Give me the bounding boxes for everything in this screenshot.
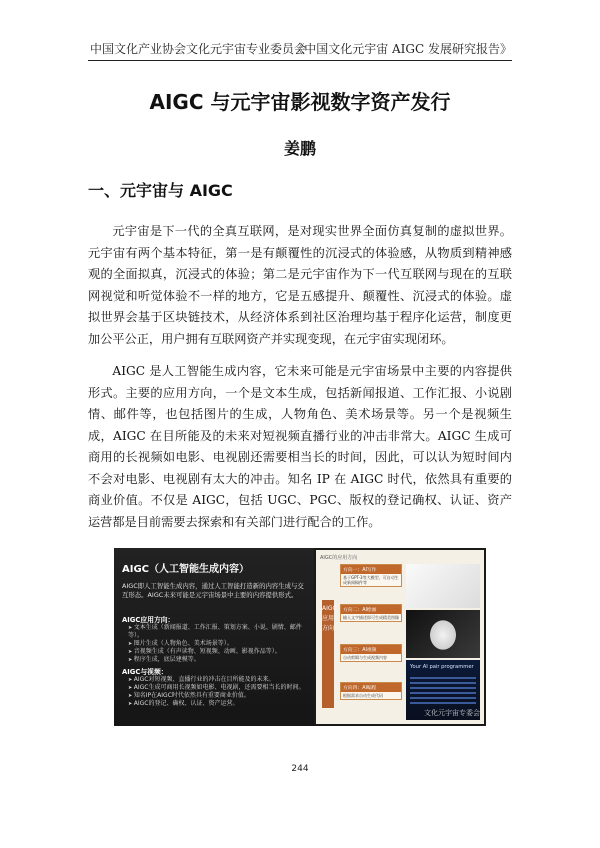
header-left: 中国文化产业协会文化元宇宙专业委员会 <box>90 42 307 56</box>
paragraph-2 <box>88 361 512 533</box>
direction-text: 基于GPT-3等大模型，可自动生成新闻稿件等 <box>343 575 399 585</box>
list-item: ➤ AIGC生成可商用长视频如电影、电视剧，还需要相当长的时间。 <box>128 684 308 692</box>
direction-text: 根据需求自动生成代码 <box>343 693 383 698</box>
slide-panel <box>114 548 314 726</box>
list-item: ➤ AIGC对短视频、直播行业的冲击在目所能及的未来。 <box>128 676 308 684</box>
diagram-panel <box>316 550 484 724</box>
direction-text: 自动剪辑与生成视频内容 <box>343 655 387 660</box>
slide-title: AIGC（人工智能生成内容） <box>122 564 250 575</box>
thumb-text-image <box>406 564 480 608</box>
list-item: ➤ 图片生成（人物角色、美术场景等）。 <box>128 640 308 648</box>
direction-box-2 <box>340 604 402 622</box>
paragraph-text: 元宇宙是下一代的全真互联网，是对现实世界全面仿真复制的虚拟世界。元宇宙有两个基本特征，第一是有颠覆性的沉浸式的体验感，从物质到精神感观的全面拟真，沉浸式的体验；第二是元宇宙作为下一代互联网与现在的互联网视觉和听觉体验不一样的地方，它是五感提升、颠覆性、沉浸式的体验。虚拟世界会基于区块链技术，从经济体系到社区治理均基于程序化运营，制度更加公平公正，用户拥有互联网资产并实现变现，在元宇宙实现闭环。 <box>88 224 512 346</box>
paragraph-1 <box>88 221 512 350</box>
horse-image <box>428 618 458 652</box>
thumb-horse-image <box>406 610 480 658</box>
section-heading: 一、元宇宙与 AIGC <box>88 181 233 200</box>
list-item: ➤ 知名IP在AIGC时代依然具有重要商业价值。 <box>128 692 308 700</box>
list-item: ➤ AIGC的登记、确权、认证、资产运营。 <box>128 700 308 708</box>
direction-head: 方向四：AI编程 <box>341 683 401 692</box>
header-rule <box>88 60 512 61</box>
video-list <box>128 676 308 708</box>
aigc-figure <box>114 548 486 726</box>
page-title: AIGC 与元宇宙影视数字资产发行 <box>149 90 451 114</box>
video-heading: AIGC与视频： <box>122 668 168 676</box>
watermark: 文化元宇宙专委会 <box>424 709 480 717</box>
direction-head: 方向三：AI视频 <box>341 645 401 654</box>
header-right: 《中国文化元宇宙 AIGC 发展研究报告》 <box>292 42 512 56</box>
list-item: ➤ 程序生成，底层建模等。 <box>128 656 308 664</box>
list-item: ➤ 音视频生成（有声读物、短视频、动画、影视作品等）。 <box>128 648 308 656</box>
slide-intro: AIGC即人工智能生成内容，通过人工智能打造新的内容生成与交互形态。AIGC未来可能是元宇宙场景中主要的内容提供形式。 <box>122 582 304 599</box>
code-lines <box>410 674 476 707</box>
direction-box-1 <box>340 564 402 587</box>
direction-box-4 <box>340 682 402 700</box>
page-number: 244 <box>291 764 309 774</box>
paragraph-text: AIGC 是人工智能生成内容，它未来可能是元宇宙场景中主要的内容提供形式。主要的应用方向，一个是文本生成，包括新闻报道、工作汇报、小说剧情、邮件等，也包括图片的生成，人物角色、美术场景等。另一个是视频生成，AIGC 在目所能及的未来对短视频直播行业的冲击非常大。AIGC 生成可商用的长视频如电影、电视剧还需要相当长的时间，因此，可以认为短时间内不会对电影、电视剧有太大的冲击。知名 IP 在 AIGC 时代，依然具有重要的商业价值。不仅是 AIGC，包括 UGC、PGC、版权的登记确权、认证、资产运营都是目前需要去探索和有关部门进行配合的工作。 <box>88 364 512 529</box>
direction-head: 方向二：AI绘画 <box>341 605 401 614</box>
direction-box-3 <box>340 644 402 662</box>
applications-list <box>128 624 308 664</box>
direction-text: 输入文字描述即可生成精美图像 <box>343 615 399 620</box>
applications-heading: AIGC应用方向： <box>122 616 175 624</box>
thumb-caption: Your AI pair programmer <box>410 664 474 670</box>
author-name: 姜鹏 <box>283 139 316 158</box>
center-label: AIGC应用方向 <box>322 605 337 632</box>
direction-head: 方向一：AI写作 <box>341 565 401 574</box>
diagram-caption: AIGC的应用方向 <box>320 555 358 561</box>
list-item: ➤ 文本生成（新闻报道、工作汇报、策划方案、小说、剧情、邮件等）。 <box>128 624 308 640</box>
